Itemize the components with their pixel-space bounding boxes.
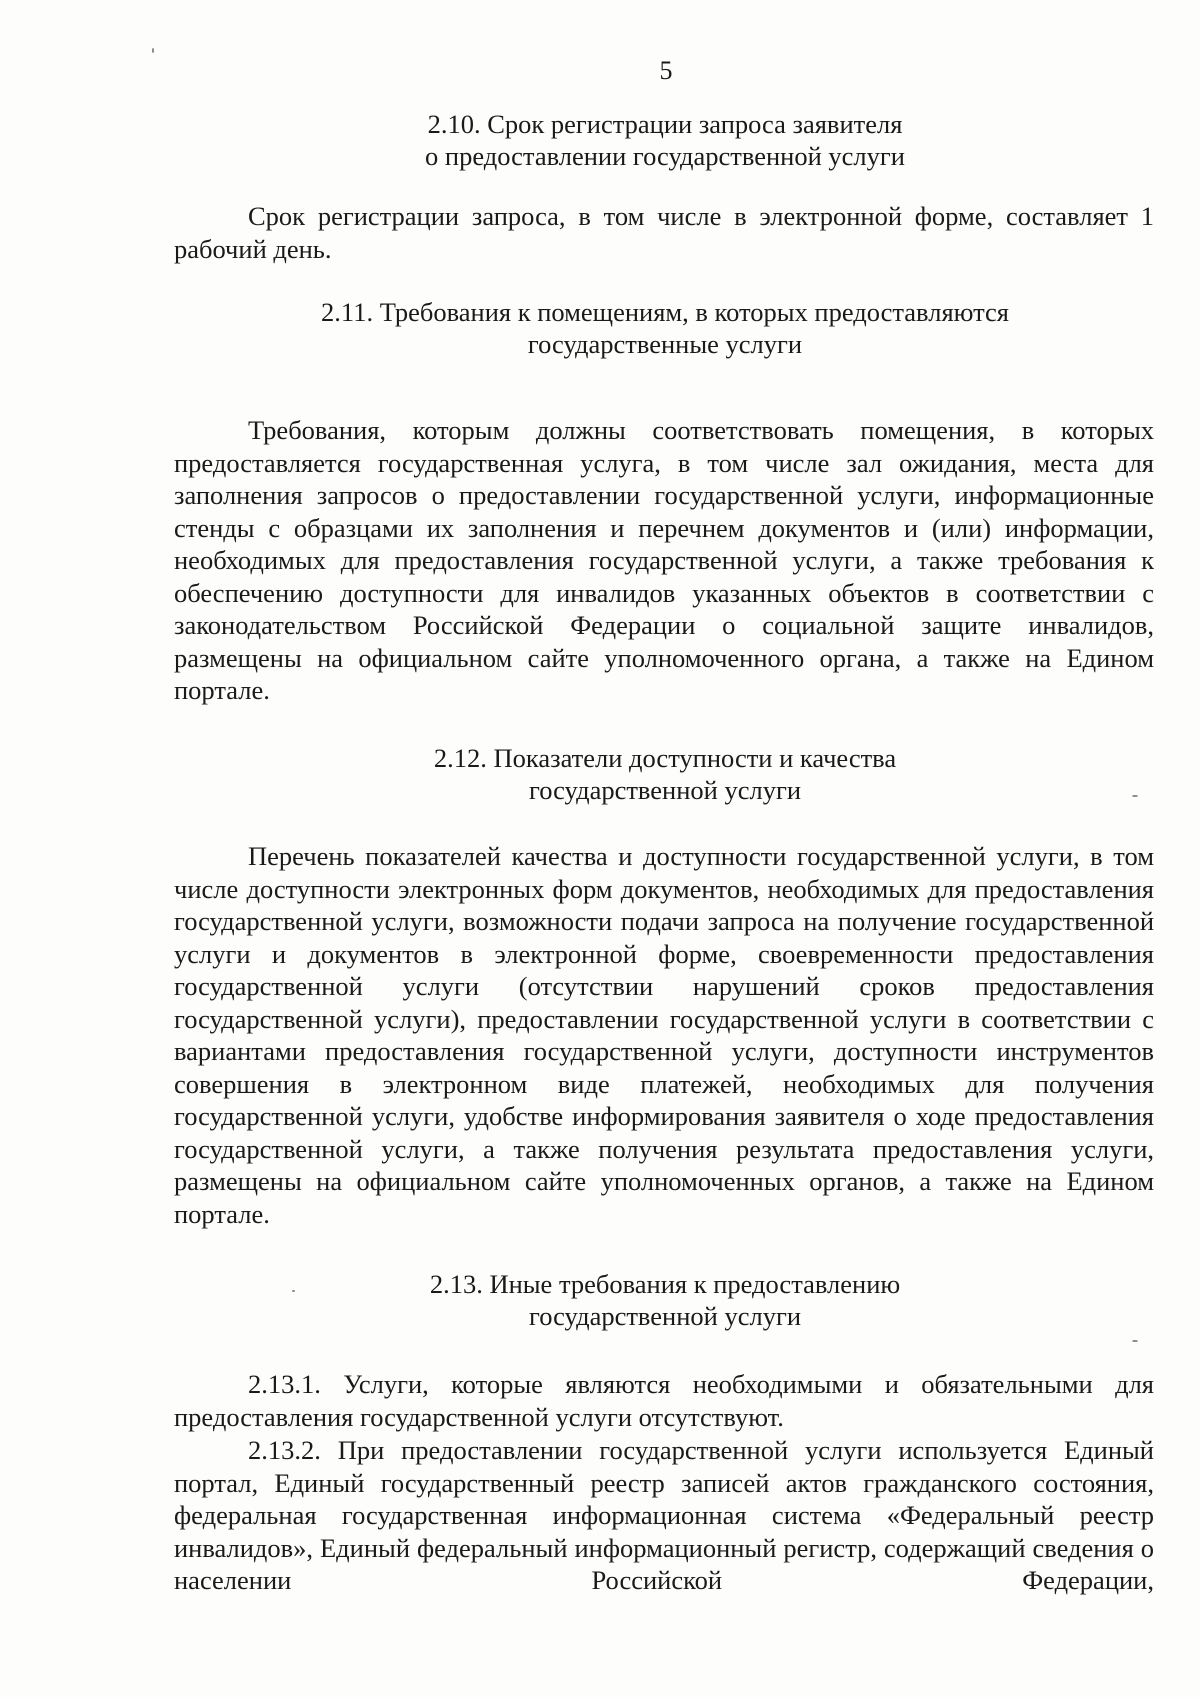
scan-speck <box>152 48 154 53</box>
heading-line: 2.11. Требования к помещениям, в которых предоставляются <box>321 297 1009 327</box>
heading-line: государственной услуги <box>528 1301 802 1331</box>
page-number: 5 <box>659 56 673 85</box>
heading-line: 2.13. Иные требования к предоставлению <box>429 1269 901 1299</box>
paragraph-2-12: Перечень показателей качества и доступности государственной услуги, в том числе доступности электронных форм документов, необходимых для предоставления государственной услуги, возможности подачи запроса на получение государственной услуги и документов в электронной форме, своевременности предоставления государственной услуги (отсутствии нарушений сроков предоставления государственной услуги), предоставлении государственной услуги в соответствии с вариантами предоставления государственной услуги, доступности инструментов совершения в электронном виде платежей, необходимых для получения государственной услуги, удобстве информирования заявителя о ходе предоставления государственной услуги, а также получения результата предоставления услуги, размещены на официальном сайте уполномоченных органов, а также на Едином портале. <box>174 841 1154 1229</box>
scan-speck <box>1132 1340 1138 1342</box>
heading-line: 2.10. Срок регистрации запроса заявителя <box>427 109 903 139</box>
section-heading-2-10 <box>170 108 1160 172</box>
heading-line: государственной услуги <box>528 775 802 805</box>
paragraph-2-11: Требования, которым должны соответствовать помещения, в которых предоставляется государственная услуга, в том числе зал ожидания, места для заполнения запросов о предоставлении государственной услуги, информационные стенды с образцами их заполнения и перечнем документов и (или) информации, необходимых для предоставления государственной услуги, а также требования к обеспечению доступности для инвалидов указанных объектов в соответствии с законодательством Российской Федерации о социальной защите инвалидов, размещены на официальном сайте уполномоченного органа, а также на Едином портале. <box>174 415 1154 705</box>
section-heading-2-11 <box>170 296 1160 360</box>
heading-line: о предоставлении государственной услуги <box>425 141 905 171</box>
heading-line: 2.12. Показатели доступности и качества <box>433 743 897 773</box>
scan-speck <box>1132 795 1138 797</box>
section-heading-2-13 <box>170 1268 1160 1332</box>
paragraph-2-13-1: 2.13.1. Услуги, которые являются необходимыми и обязательными для предоставления государственной услуги отсутствуют. <box>174 1369 1154 1432</box>
heading-line: государственные услуги <box>527 329 803 359</box>
section-heading-2-12 <box>170 742 1160 806</box>
scan-speck <box>292 1290 295 1292</box>
paragraph-2-10: Срок регистрации запроса, в том числе в электронной форме, составляет 1 рабочий день. <box>174 201 1154 264</box>
paragraph-2-13-2: 2.13.2. При предоставлении государственной услуги используется Единый портал, Единый государственный реестр записей актов гражданского состояния, федеральная государственная информационная система «Федеральный реестр инвалидов», Единый федеральный информационный регистр, содержащий сведения о населении Российской Федерации, <box>174 1435 1154 1595</box>
